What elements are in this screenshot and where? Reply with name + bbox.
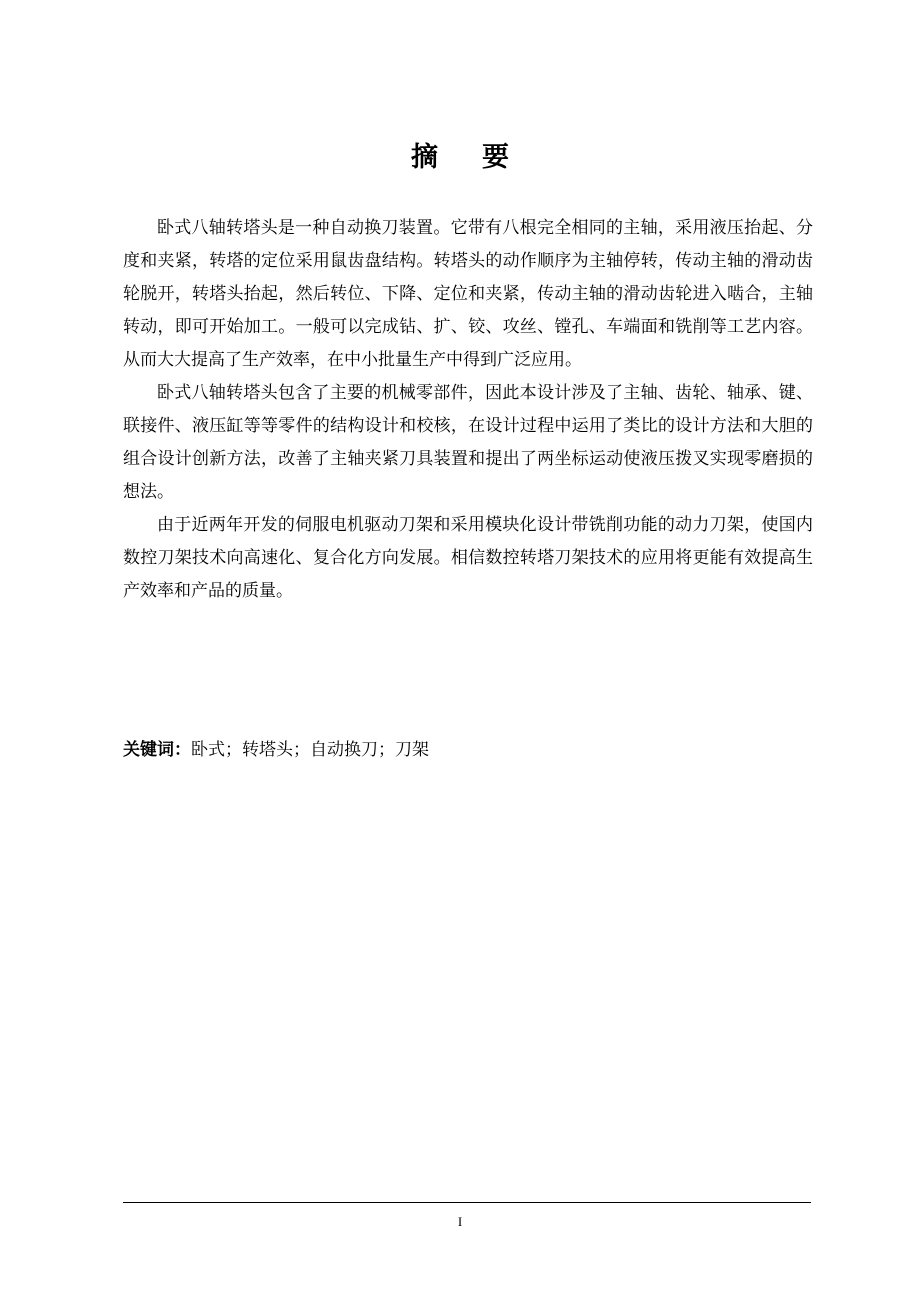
- footer-divider: [123, 1202, 811, 1203]
- keywords-label: 关键词：: [123, 740, 191, 760]
- abstract-paragraph-2: 卧式八轴转塔头包含了主要的机械零部件，因此本设计涉及了主轴、齿轮、轴承、键、联接件、液压缸等等零件的结构设计和校核，在设计过程中运用了类比的设计方法和大胆的组合设计创新方法，改善了主轴夹紧刀具装置和提出了两坐标运动使液压拨叉实现零磨损的想法。: [123, 383, 813, 502]
- keywords-line: [123, 734, 813, 767]
- abstract-paragraph-1: 卧式八轴转塔头是一种自动换刀装置。它带有八根完全相同的主轴，采用液压抬起、分度和夹紧，转塔的定位采用鼠齿盘结构。转塔头的动作顺序为主轴停转，传动主轴的滑动齿轮脱开，转塔头抬起，然后转位、下降、定位和夹紧，传动主轴的滑动齿轮进入啮合，主轴转动，即可开始加工。一般可以完成钻、扩、铰、攻丝、镗孔、车端面和铣削等工艺内容。从而大大提高了生产效率，在中小批量生产中得到广泛应用。: [123, 218, 813, 370]
- abstract-body: [123, 212, 813, 608]
- page-title: 摘要: [411, 142, 553, 173]
- abstract-paragraph-3: 由于近两年开发的伺服电机驱动刀架和采用模块化设计带铣削功能的动力刀架，使国内数控刀架技术向高速化、复合化方向发展。相信数控转塔刀架技术的应用将更能有效提高生产效率和产品的质量。: [123, 515, 813, 601]
- page-number: I: [457, 1214, 463, 1229]
- keywords-text: 卧式；转塔头；自动换刀；刀架: [191, 740, 429, 760]
